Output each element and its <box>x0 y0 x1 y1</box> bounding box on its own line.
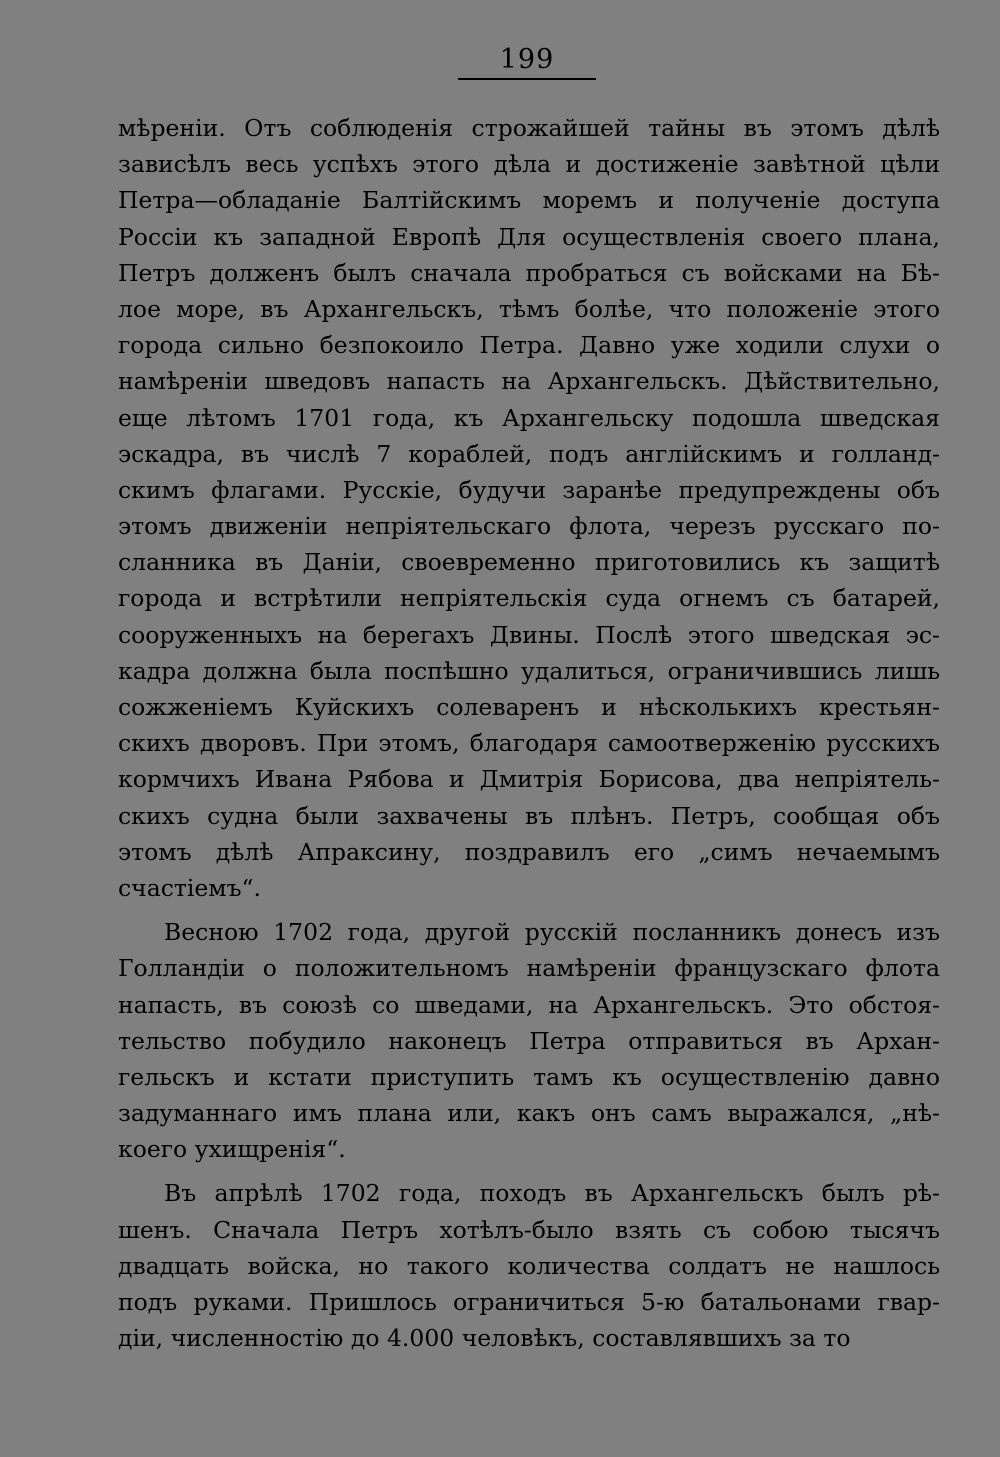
text-line: двадцать войска, но такого количества солдатъ не нашлось <box>118 1251 940 1280</box>
paragraph <box>118 110 940 906</box>
text-line: шенъ. Сначала Петръ хотѣлъ-было взять съ собою тысячъ <box>118 1215 940 1244</box>
text-line: скимъ флагами. Русскіе, будучи заранѣе предупреждены объ <box>118 475 940 504</box>
text-line: Голландіи о положительномъ намѣреніи французскаго флота <box>118 954 940 983</box>
text-line: лое море, въ Архангельскъ, тѣмъ болѣе, что положеніе этого <box>118 294 940 323</box>
text-line: Петръ долженъ былъ сначала пробраться съ войсками на Бѣ- <box>118 258 940 287</box>
paragraph <box>118 914 940 1167</box>
text-line: Россіи къ западной Европѣ Для осуществленія своего плана, <box>118 222 940 251</box>
paragraph-gap <box>118 906 940 914</box>
page-text <box>118 110 940 1356</box>
text-line: намѣреніи шведовъ напасть на Архангельскъ. Дѣйствительно, <box>118 367 940 396</box>
text-line: кадра должна была поспѣшно удалиться, ограничившись лишь <box>118 656 940 685</box>
text-line: діи, численностію до 4.000 человѣкъ, составлявшихъ за то <box>118 1324 851 1353</box>
text-line: этомъ движеніи непріятельскаго флота, черезъ русскаго по- <box>118 512 940 541</box>
text-line: города и встрѣтили непріятельскія суда огнемъ съ батарей, <box>118 584 940 613</box>
text-line: Весною 1702 года, другой русскій посланникъ донесъ изъ <box>164 918 940 947</box>
text-line: кормчихъ Ивана Рябова и Дмитрія Борисова, два непріятель- <box>118 765 940 794</box>
text-line: скихъ дворовъ. При этомъ, благодаря самоотверженію русскихъ <box>118 729 940 758</box>
text-line: этомъ дѣлѣ Апраксину, поздравилъ его „симъ нечаемымъ <box>118 837 940 866</box>
text-line: еще лѣтомъ 1701 года, къ Архангельску подошла шведская <box>118 403 940 432</box>
text-line: сожженіемъ Куйскихъ солеваренъ и нѣсколькихъ крестьян- <box>118 693 940 721</box>
text-line: сланника въ Даніи, своевременно приготовились къ защитѣ <box>118 548 940 577</box>
text-line: коего ухищренія“. <box>118 1135 346 1164</box>
paragraph <box>118 1175 940 1356</box>
text-line: эскадра, въ числѣ 7 кораблей, подъ англійскимъ и голланд- <box>118 439 940 468</box>
text-line: счастіемъ“. <box>118 873 262 902</box>
text-line: подъ руками. Пришлось ограничиться 5-ю батальонами гвар- <box>118 1288 940 1316</box>
text-line: мѣреніи. Отъ соблюденія строжайшей тайны въ этомъ дѣлѣ <box>118 114 940 142</box>
text-line: гельскъ и кстати приступить тамъ къ осуществленію давно <box>118 1062 940 1091</box>
text-line: скихъ судна были захвачены въ плѣнъ. Петръ, сообщая объ <box>118 801 940 830</box>
text-line: города сильно безпокоило Петра. Давно уже ходили слухи о <box>118 331 940 360</box>
text-line: Петра—обладаніе Балтійскимъ моремъ и полученіе доступа <box>118 186 940 215</box>
page-number: 199 <box>499 44 555 75</box>
paragraph-gap <box>118 1167 940 1175</box>
page-number-rule <box>458 78 596 80</box>
text-line: напасть, въ союзѣ со шведами, на Архангельскъ. Это обстоя- <box>118 990 940 1019</box>
text-line: задуманнаго имъ плана или, какъ онъ самъ выражался, „нѣ- <box>118 1099 940 1128</box>
text-line: зависѣлъ весь успѣхъ этого дѣла и достиженіе завѣтной цѣли <box>118 150 940 179</box>
text-line: Въ апрѣлѣ 1702 года, походъ въ Архангельскъ былъ рѣ- <box>164 1179 940 1208</box>
text-line: сооруженныхъ на берегахъ Двины. Послѣ этого шведская эс- <box>118 620 940 649</box>
text-line: тельство побудило наконецъ Петра отправиться въ Архан- <box>118 1026 940 1055</box>
